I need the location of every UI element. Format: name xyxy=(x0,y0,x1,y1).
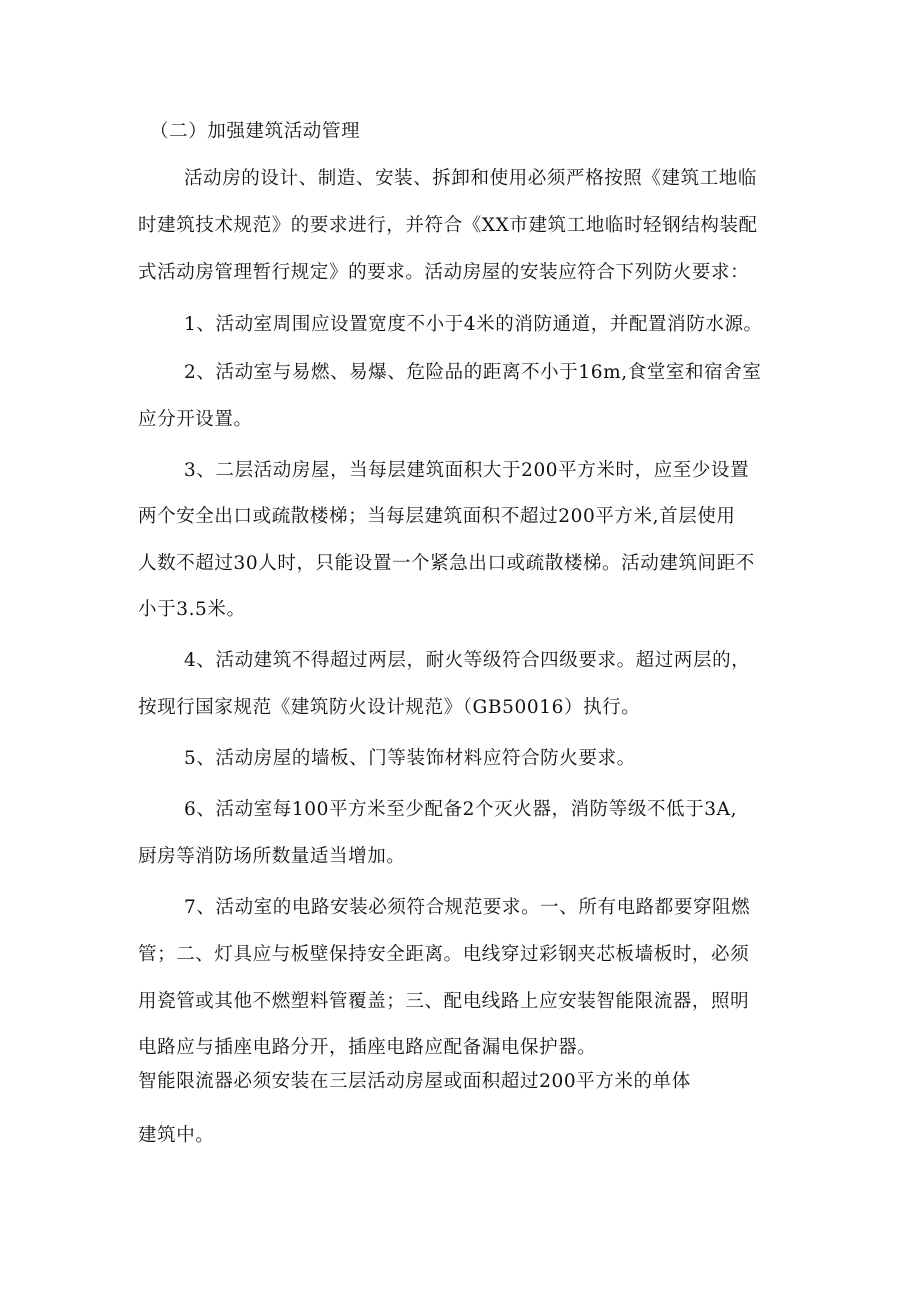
item-7-line-1: 7、活动室的电路安装必须符合规范要求。一、所有电路都要穿阻燃 xyxy=(184,897,751,918)
item-2-line-2: 应分开设置。 xyxy=(138,409,253,430)
item-4-line-2: 按现行国家规范《建筑防火设计规范》（GB50016）执行。 xyxy=(138,697,641,718)
item-3-line-1: 3、二层活动房屋，当每层建筑面积大于200平方米时，应至少设置 xyxy=(184,460,750,481)
item-3-line-2: 两个安全出口或疏散楼梯；当每层建筑面积不超过200平方米,首层使用 xyxy=(138,506,736,527)
item-2-line-1: 2、活动室与易燃、易爆、危险品的距离不小于16m,食堂室和宿舍室 xyxy=(184,362,762,383)
item-5-line-1: 5、活动房屋的墙板、门等装饰材料应符合防火要求。 xyxy=(184,748,636,769)
item-7-line-3: 用瓷管或其他不燃塑料管覆盖；三、配电线路上应安装智能限流器，照明 xyxy=(138,991,750,1012)
note-line-2: 建筑中。 xyxy=(138,1125,215,1146)
note-line-1: 智能限流器必须安装在三层活动房屋或面积超过200平方米的单体 xyxy=(138,1071,691,1092)
item-1-line-1: 1、活动室周围应设置宽度不小于4米的消防通道，并配置消防水源。 xyxy=(184,314,763,335)
intro-line-1: 活动房的设计、制造、安装、拆卸和使用必须严格按照《建筑工地临 xyxy=(184,168,758,189)
item-4-line-1: 4、活动建筑不得超过两层，耐火等级符合四级要求。超过两层的， xyxy=(184,650,751,671)
item-7-line-4: 电路应与插座电路分开，插座电路应配备漏电保护器。 xyxy=(138,1037,597,1058)
item-7-line-2: 管；二、灯具应与板壁保持安全距离。电线穿过彩钢夹芯板墙板时，必须 xyxy=(138,944,750,965)
item-6-line-2: 厨房等消防场所数量适当增加。 xyxy=(138,846,406,867)
item-6-line-1: 6、活动室每100平方米至少配备2个灭火器，消防等级不低于3A, xyxy=(184,799,738,820)
section-heading: （二）加强建筑活动管理 xyxy=(150,121,361,142)
intro-line-3: 式活动房管理暂行规定》的要求。活动房屋的安装应符合下列防火要求： xyxy=(138,262,750,283)
item-3-line-3: 人数不超过30人时，只能设置一个紧急出口或疏散楼梯。活动建筑间距不 xyxy=(138,553,755,574)
item-3-line-4: 小于3.5米。 xyxy=(138,599,246,620)
intro-line-2: 时建筑技术规范》的要求进行，并符合《XX市建筑工地临时轻钢结构装配 xyxy=(138,215,758,236)
